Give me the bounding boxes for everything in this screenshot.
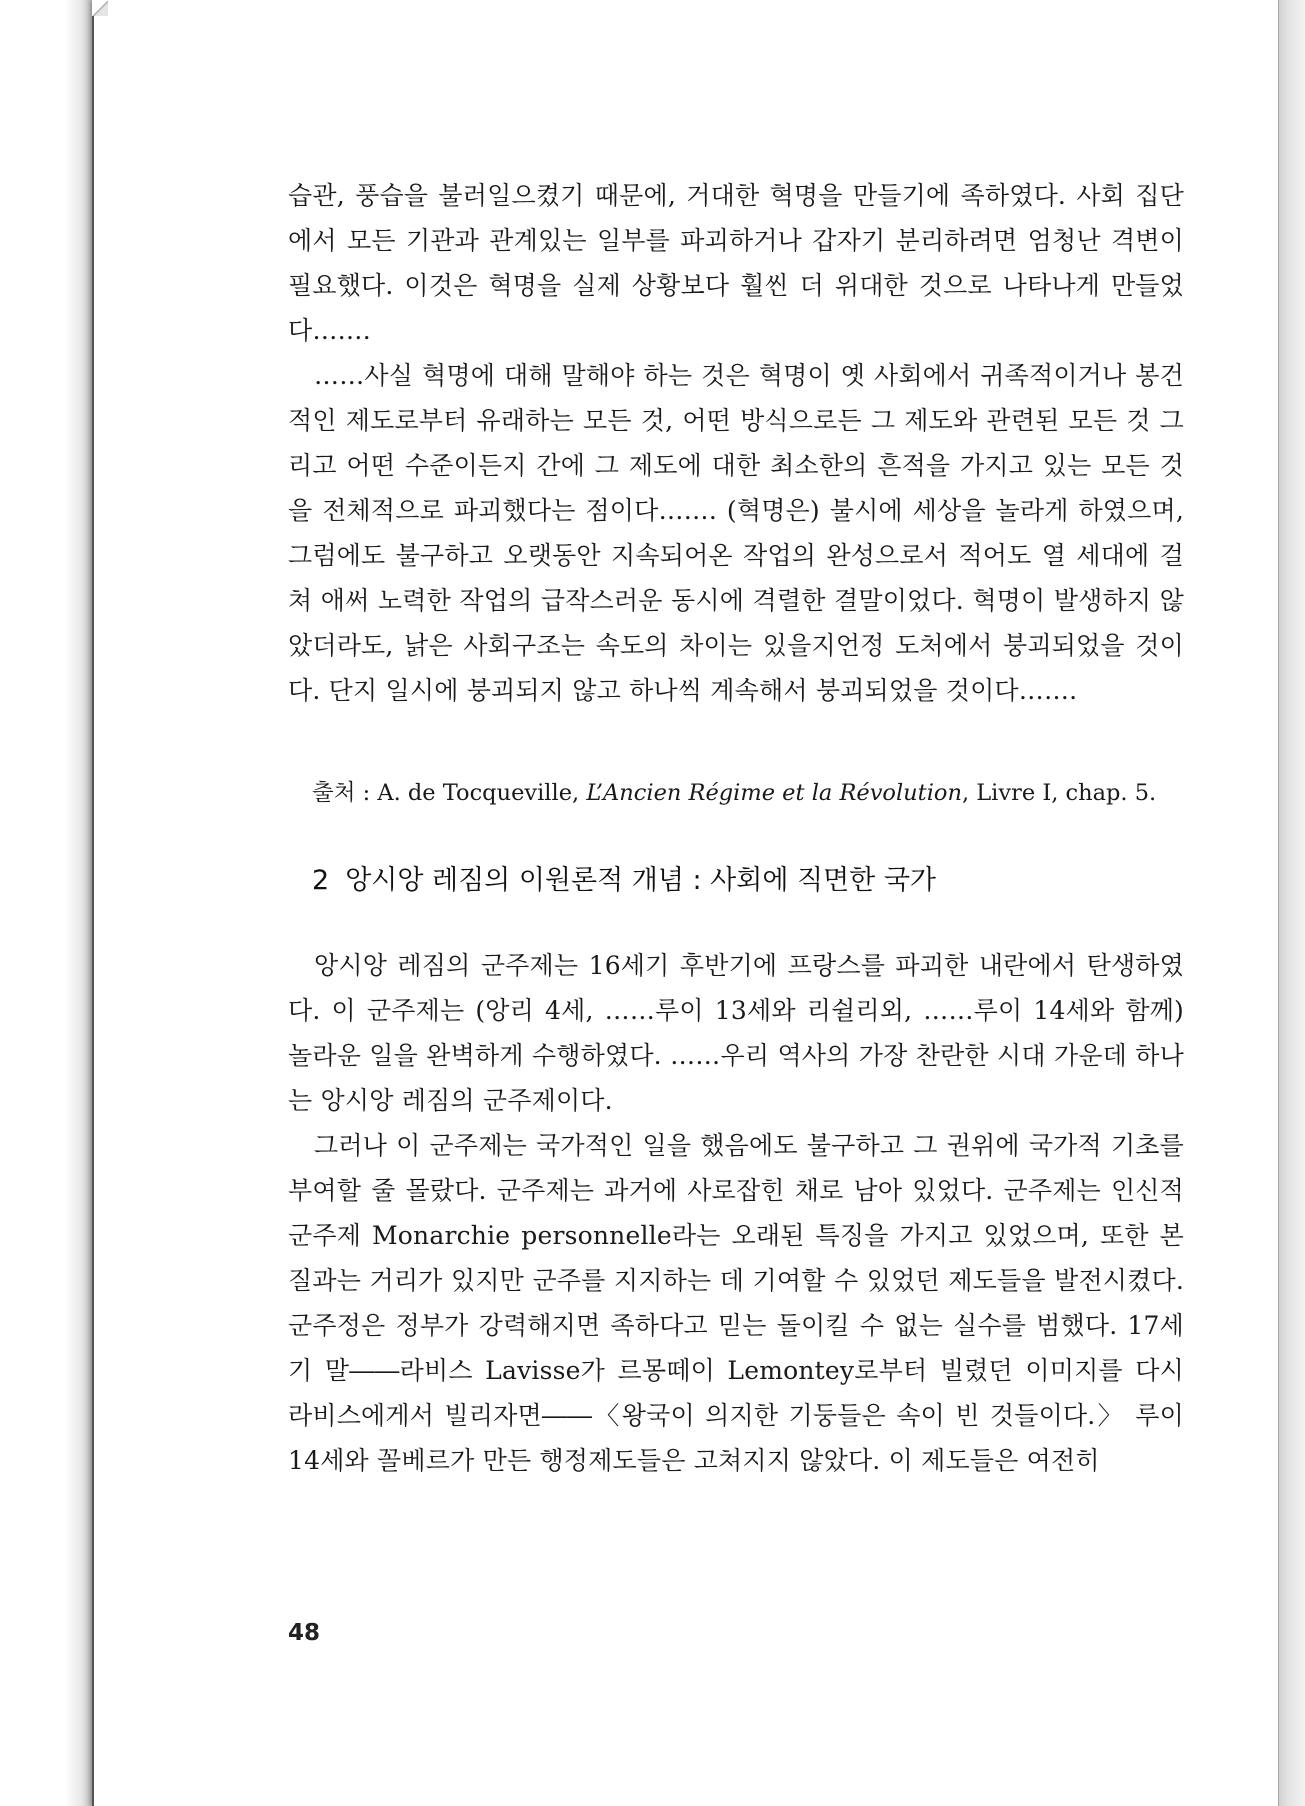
body-paragraph-2: 그러나 이 군주제는 국가적인 일을 했음에도 불구하고 그 권위에 국가적 기초를 부여할 줄 몰랐다. 군주제는 과거에 사로잡힌 채로 남아 있었다. 군주제는 인신적 군주제 Monarchie personnelle라는 오래된 특징을 가지고 있었으며, 또한 본질과는 거리가 있지만 군주를 지지하는 데 기여할 수 있었던 제도들을 발전시켰다. 군주정은 정부가 강력해지면 족하다고 믿는 돌이킬 수 없는 실수를 범했다. 17세기 말――라비스 Lavisse가 르몽떼이 Lemontey로부터 빌렸던 이미지를 다시 라비스에게서 빌리자면――〈왕국이 의지한 기둥들은 속이 빈 것들이다.〉 루이 14세와 꼴베르가 만든 행정제도들은 고쳐지지 않았다. 이 제도들은 여전히 <box>288 1131 1184 1475</box>
page-number: 48 <box>288 1620 321 1646</box>
section-title: 앙시앙 레짐의 이원론적 개념 : 사회에 직면한 국가 <box>345 865 937 896</box>
left-margin-shadow <box>0 0 92 1806</box>
source-citation <box>312 777 1184 809</box>
section-number: 2 <box>312 865 330 896</box>
page-right-edge <box>1278 0 1305 1806</box>
quote-paragraph-1: 습관, 풍습을 불러일으켰기 때문에, 거대한 혁명을 만들기에 족하였다. 사회 집단에서 모든 기관과 관계있는 일부를 파괴하거나 갑자기 분리하려면 엄청난 격변이 필요했다. 이것은 혁명을 실제 상황보다 훨씬 더 위대한 것으로 나타나게 만들었다……. <box>288 181 1184 345</box>
page-content <box>288 173 1184 1483</box>
body-paragraph-1: 앙시앙 레짐의 군주제는 16세기 후반기에 프랑스를 파괴한 내란에서 탄생하였다. 이 군주제는 (앙리 4세, ……루이 13세와 리쉴리외, ……루이 14세와 함께) 놀라운 일을 완벽하게 수행하였다. ……우리 역사의 가장 찬란한 시대 가운데 하나는 앙시앙 레짐의 군주제이다. <box>288 951 1184 1115</box>
quote-paragraph-2: ……사실 혁명에 대해 말해야 하는 것은 혁명이 옛 사회에서 귀족적이거나 봉건적인 제도로부터 유래하는 모든 것, 어떤 방식으로든 그 제도와 관련된 모든 것 그리고 어떤 수준이든지 간에 그 제도에 대한 최소한의 흔적을 가지고 있는 모든 것을 전체적으로 파괴했다는 점이다……. (혁명은) 불시에 세상을 놀라게 하였으며, 그럼에도 불구하고 오랫동안 지속되어온 작업의 완성으로서 적어도 열 세대에 걸쳐 애써 노력한 작업의 급작스러운 동시에 격렬한 결말이었다. 혁명이 발생하지 않았더라도, 낡은 사회구조는 속도의 차이는 있을지언정 도처에서 붕괴되었을 것이다. 단지 일시에 붕괴되지 않고 하나씩 계속해서 붕괴되었을 것이다……. <box>288 361 1184 705</box>
source-title: L’Ancien Régime et la Révolution <box>586 780 962 806</box>
section-heading <box>312 861 1184 901</box>
page-corner-fold <box>92 0 108 16</box>
source-suffix: , Livre I, chap. 5. <box>961 780 1157 806</box>
source-prefix: 출처 : A. de Tocqueville, <box>312 780 587 806</box>
